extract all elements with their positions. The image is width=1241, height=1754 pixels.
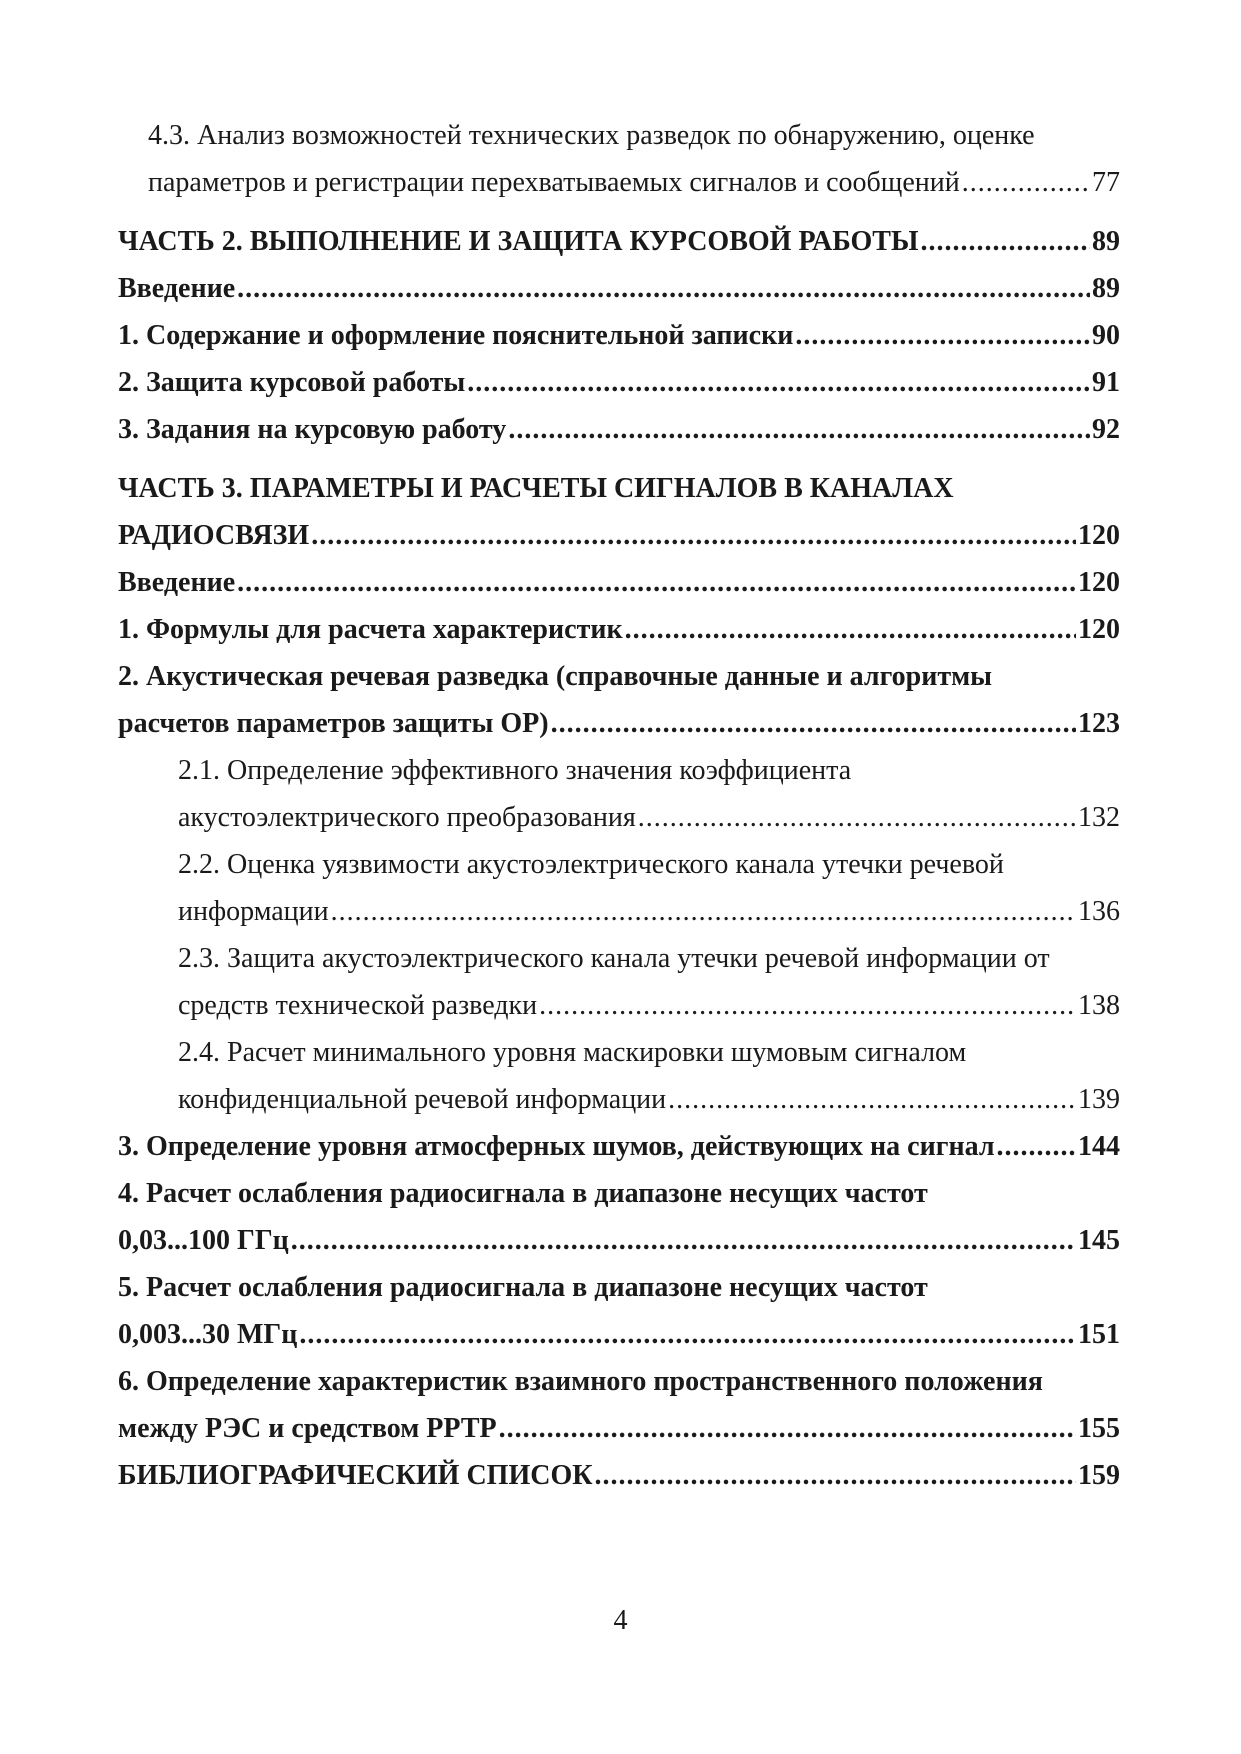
toc-entry-text: 2.4. Расчет минимального уровня маскировки шумовым сигналом <box>178 1037 967 1068</box>
toc-entry-line <box>178 935 1120 982</box>
toc-entry-line <box>118 265 1120 312</box>
toc-entry-text: 1. Содержание и оформление пояснительной записки <box>118 320 794 351</box>
dot-leader <box>962 159 1090 206</box>
toc-entry-line <box>118 559 1120 606</box>
toc-entry-text: 2. Акустическая речевая разведка (справочные данные и алгоритмы <box>118 661 993 692</box>
toc-entry-page: 155 <box>1078 1413 1120 1444</box>
toc-entry-page: 138 <box>1078 990 1120 1021</box>
dot-leader <box>997 1123 1076 1170</box>
toc-entry-line <box>118 1405 1120 1452</box>
dot-leader <box>499 1405 1076 1452</box>
dot-leader <box>331 888 1076 935</box>
toc-entry-page: 145 <box>1078 1225 1120 1256</box>
toc-entry-line <box>118 312 1120 359</box>
toc-entry-text: ЧАСТЬ 2. ВЫПОЛНЕНИЕ И ЗАЩИТА КУРСОВОЙ РАБОТЫ <box>118 226 919 257</box>
toc-entry[interactable] <box>118 606 1120 653</box>
toc-entry-page: 89 <box>1092 226 1120 257</box>
toc-entry-page: 136 <box>1078 896 1120 927</box>
dot-leader <box>795 312 1090 359</box>
toc-entry-line <box>178 841 1120 888</box>
toc-entry-text: 0,03...100 ГГц <box>118 1225 289 1256</box>
toc-entry-line <box>178 1029 1120 1076</box>
toc-entry-text: Введение <box>118 567 236 598</box>
toc-entry-line <box>118 359 1120 406</box>
toc-entry[interactable] <box>118 559 1120 606</box>
toc-entry-text: 3. Задания на курсовую работу <box>118 414 507 445</box>
toc-entry-text: между РЭС и средством РРТР <box>118 1413 497 1444</box>
toc-entry-text: 2.2. Оценка уязвимости акустоэлектрического канала утечки речевой <box>178 849 1004 880</box>
toc-entry-line <box>118 700 1120 747</box>
toc-entry-text: БИБЛИОГРАФИЧЕСКИЙ СПИСОК <box>118 1460 593 1491</box>
toc-entry-line <box>148 112 1120 159</box>
toc-entry[interactable] <box>118 841 1120 935</box>
toc-entry[interactable] <box>118 1123 1120 1170</box>
toc-entry-text: средств технической разведки <box>178 990 538 1021</box>
toc-entry-line <box>148 159 1120 206</box>
dot-leader <box>638 794 1076 841</box>
dot-leader <box>467 359 1090 406</box>
toc-entry-line <box>118 1452 1120 1499</box>
toc-entry-line <box>118 1217 1120 1264</box>
toc-entry-line <box>178 747 1120 794</box>
toc-entry-line <box>118 1358 1120 1405</box>
toc-entry-text: 3. Определение уровня атмосферных шумов, действующих на сигнал <box>118 1131 995 1162</box>
toc-entry-page: 90 <box>1092 320 1120 351</box>
dot-leader <box>237 559 1076 606</box>
dot-leader <box>551 700 1076 747</box>
toc-entry-text: 5. Расчет ослабления радиосигнала в диапазоне несущих частот <box>118 1272 928 1303</box>
toc-entry-line <box>178 794 1120 841</box>
toc-entry-line <box>118 1123 1120 1170</box>
toc-entry-line <box>118 406 1120 453</box>
toc-entry[interactable] <box>118 465 1120 559</box>
toc-entry-page: 120 <box>1078 520 1120 551</box>
toc-entry-page: 132 <box>1078 802 1120 833</box>
toc-entry-page: 123 <box>1078 708 1120 739</box>
toc-entry-page: 89 <box>1092 273 1120 304</box>
toc-entry-line <box>118 218 1120 265</box>
toc-entry-text: 1. Формулы для расчета характеристик <box>118 614 623 645</box>
dot-leader <box>920 218 1090 265</box>
toc-entry-line <box>118 1311 1120 1358</box>
toc-entry-page: 77 <box>1092 167 1120 198</box>
page-number: 4 <box>613 1605 628 1636</box>
toc-entry-page: 91 <box>1092 367 1120 398</box>
toc-entry[interactable] <box>118 359 1120 406</box>
toc-entry-line <box>118 1264 1120 1311</box>
toc-entry-page: 120 <box>1078 567 1120 598</box>
toc-entry-text: 2.3. Защита акустоэлектрического канала утечки речевой информации от <box>178 943 1050 974</box>
toc-entry-text: 4.3. Анализ возможностей технических разведок по обнаружению, оценке <box>148 120 1035 151</box>
toc-entry-page: 92 <box>1092 414 1120 445</box>
toc-entry-line <box>118 465 1120 512</box>
toc-entry-text: 4. Расчет ослабления радиосигнала в диапазоне несущих частот <box>118 1178 928 1209</box>
dot-leader <box>311 512 1076 559</box>
toc-entry-text: акустоэлектрического преобразования <box>178 802 636 833</box>
toc-entry-page: 139 <box>1078 1084 1120 1115</box>
toc-entry-text: Введение <box>118 273 236 304</box>
toc-entry[interactable] <box>118 1170 1120 1264</box>
toc-entry[interactable] <box>118 112 1120 206</box>
toc-entry[interactable] <box>118 218 1120 265</box>
toc-entry-text: 0,003...30 МГц <box>118 1319 298 1350</box>
toc-entry[interactable] <box>118 747 1120 841</box>
toc-entry[interactable] <box>118 653 1120 747</box>
dot-leader <box>508 406 1090 453</box>
toc-entry-text: параметров и регистрации перехватываемых сигналов и сообщений <box>148 167 960 198</box>
dot-leader <box>625 606 1076 653</box>
toc-entry-line <box>178 888 1120 935</box>
toc-entry-page: 159 <box>1078 1460 1120 1491</box>
toc-entry-line <box>118 653 1120 700</box>
dot-leader <box>237 265 1090 312</box>
dot-leader <box>539 982 1076 1029</box>
toc-entry[interactable] <box>118 265 1120 312</box>
dot-leader <box>291 1217 1076 1264</box>
table-of-contents <box>118 112 1120 1499</box>
toc-entry-line <box>118 1170 1120 1217</box>
toc-entry-text: 2.1. Определение эффективного значения коэффициента <box>178 755 852 786</box>
toc-entry-text: конфиденциальной речевой информации <box>178 1084 667 1115</box>
toc-entry-text: информации <box>178 896 329 927</box>
toc-entry-line <box>178 1076 1120 1123</box>
toc-entry[interactable] <box>118 1452 1120 1499</box>
dot-leader <box>299 1311 1076 1358</box>
dot-leader <box>595 1452 1076 1499</box>
toc-entry-text: РАДИОСВЯЗИ <box>118 520 310 551</box>
toc-entry-page: 120 <box>1078 614 1120 645</box>
dot-leader <box>668 1076 1076 1123</box>
toc-entry-text: 2. Защита курсовой работы <box>118 367 466 398</box>
toc-entry-line <box>118 606 1120 653</box>
toc-entry[interactable] <box>118 406 1120 453</box>
toc-entry-text: расчетов параметров защиты ОР) <box>118 708 549 739</box>
toc-entry-page: 151 <box>1078 1319 1120 1350</box>
toc-entry-line <box>178 982 1120 1029</box>
toc-entry-line <box>118 512 1120 559</box>
toc-entry[interactable] <box>118 1358 1120 1452</box>
toc-entry[interactable] <box>118 1264 1120 1358</box>
toc-entry-page: 144 <box>1078 1131 1120 1162</box>
toc-entry[interactable] <box>118 312 1120 359</box>
toc-entry[interactable] <box>118 1029 1120 1123</box>
toc-entry-text: 6. Определение характеристик взаимного пространственного положения <box>118 1366 1043 1397</box>
toc-entry[interactable] <box>118 935 1120 1029</box>
toc-entry-text: ЧАСТЬ 3. ПАРАМЕТРЫ И РАСЧЕТЫ СИГНАЛОВ В КАНАЛАХ <box>118 473 954 504</box>
